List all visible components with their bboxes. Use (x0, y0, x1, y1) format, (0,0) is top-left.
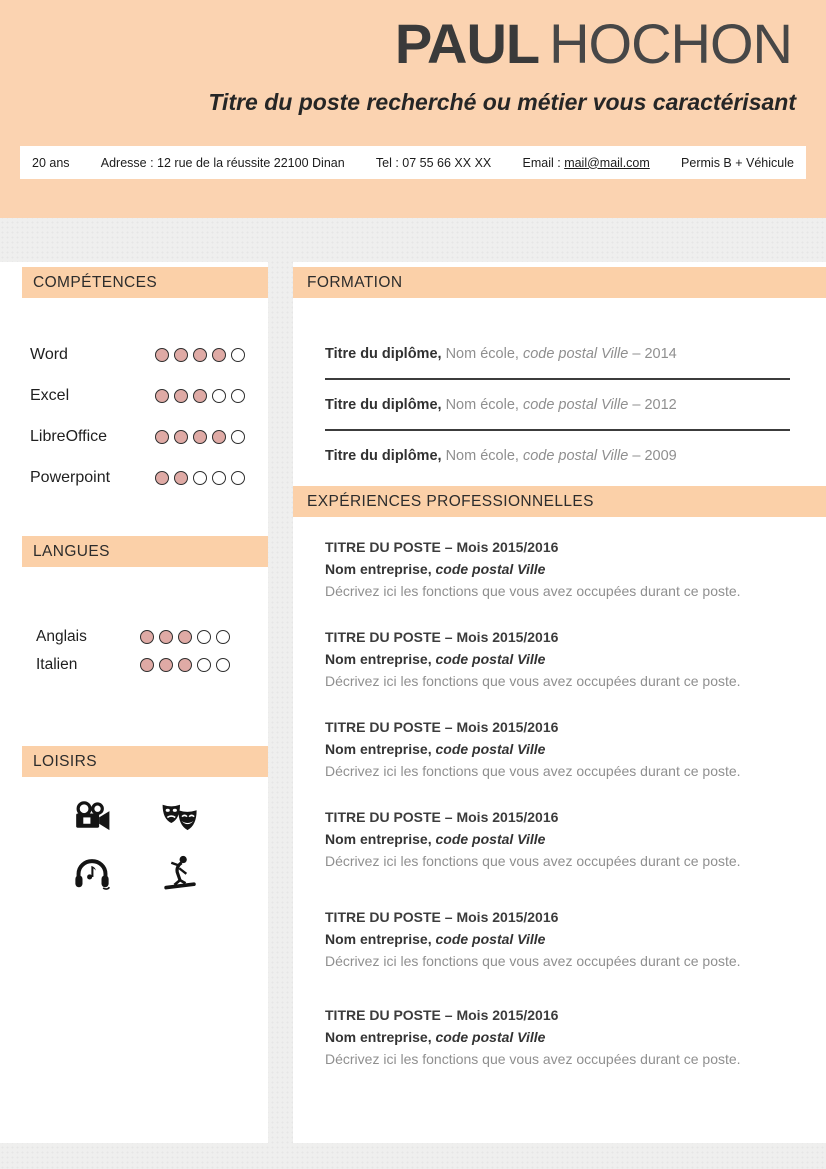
divider-line (325, 429, 790, 431)
rating-dot-filled (178, 630, 192, 644)
rating-dot-filled (178, 658, 192, 672)
job-title-subtitle: Titre du poste recherché ou métier vous caractérisant (208, 89, 796, 115)
skill-label: Excel (30, 386, 70, 404)
content (0, 262, 826, 1143)
skill-row (0, 334, 268, 375)
formation-entry (293, 395, 826, 431)
job-title: TITRE DU POSTE – Mois 2015/2016 (325, 539, 559, 555)
company-location: code postal Ville (435, 831, 546, 847)
rating-dot-empty (193, 471, 207, 485)
experience-entry (293, 536, 826, 602)
experience-entry (293, 906, 826, 972)
rating-dot-filled (193, 430, 207, 444)
theater-masks-icon (161, 800, 199, 838)
job-description: Décrivez ici les fonctions que vous avez occupées durant ce poste. (325, 853, 741, 869)
rating-dot-empty (197, 658, 211, 672)
language-rating (140, 630, 230, 644)
company-location: code postal Ville (435, 651, 546, 667)
contact-info-bar (20, 146, 806, 179)
languages-list (0, 623, 268, 679)
divider-line (325, 378, 790, 380)
experiences-list (293, 536, 826, 1070)
last-name: HOCHON (549, 12, 792, 75)
page-title (0, 0, 826, 75)
skill-row (0, 457, 268, 498)
company-name: Nom entreprise, (325, 741, 432, 757)
email-label: Email : (522, 155, 565, 170)
language-label: Italien (36, 656, 78, 673)
rating-dot-empty (231, 348, 245, 362)
section-header-langues: LANGUES (22, 536, 268, 567)
job-description: Décrivez ici les fonctions que vous avez occupées durant ce poste. (325, 1051, 741, 1067)
rating-dot-empty (216, 630, 230, 644)
school-name: Nom école, (445, 397, 519, 413)
section-header-formation: FORMATION (293, 267, 826, 298)
skill-row (0, 375, 268, 416)
job-title: TITRE DU POSTE – Mois 2015/2016 (325, 809, 559, 825)
school-name: Nom école, (445, 346, 519, 362)
skill-label: LibreOffice (30, 427, 108, 445)
formation-list (293, 344, 826, 467)
graduation-year: 2012 (644, 397, 677, 413)
hobbies-grid (48, 800, 268, 892)
skill-label: Word (30, 345, 68, 363)
experience-entry (293, 626, 826, 692)
experience-entry (293, 716, 826, 782)
phone-text: Tel : 07 55 66 XX XX (375, 155, 492, 170)
hobby-theatre (136, 800, 224, 838)
rating-dot-empty (212, 389, 226, 403)
hobby-musique (48, 854, 136, 892)
job-description: Décrivez ici les fonctions que vous avez occupées durant ce poste. (325, 673, 741, 689)
company-location: code postal Ville (435, 741, 546, 757)
language-rating (140, 658, 230, 672)
age-text: 20 ans (32, 155, 70, 170)
skill-row (0, 416, 268, 457)
rating-dot-filled (193, 348, 207, 362)
skill-rating (155, 389, 245, 403)
skill-rating (155, 430, 245, 444)
job-title: TITRE DU POSTE – Mois 2015/2016 (325, 1007, 559, 1023)
job-title: TITRE DU POSTE – Mois 2015/2016 (325, 909, 559, 925)
job-title: TITRE DU POSTE – Mois 2015/2016 (325, 719, 559, 735)
snowboard-icon (161, 854, 199, 892)
rating-dot-filled (155, 471, 169, 485)
formation-entry (293, 344, 826, 380)
separator-dash: – (632, 397, 641, 413)
diploma-title: Titre du diplôme, (325, 397, 442, 413)
job-description: Décrivez ici les fonctions que vous avez occupées durant ce poste. (325, 583, 741, 599)
skills-list (0, 334, 268, 498)
rating-dot-empty (197, 630, 211, 644)
first-name: PAUL (394, 12, 540, 75)
rating-dot-filled (155, 348, 169, 362)
rating-dot-filled (140, 630, 154, 644)
email-text (523, 156, 650, 170)
language-row (0, 623, 268, 651)
rating-dot-filled (193, 389, 207, 403)
email-link[interactable]: mail@mail.com (564, 155, 650, 170)
rating-dot-empty (212, 471, 226, 485)
school-location: code postal Ville (522, 397, 629, 413)
school-name: Nom école, (445, 448, 519, 464)
headphones-icon (73, 854, 111, 892)
hobby-glisse (136, 854, 224, 892)
section-header-competences: COMPÉTENCES (22, 267, 268, 298)
hobby-cinema (48, 800, 136, 838)
video-camera-icon (73, 800, 111, 838)
rating-dot-filled (212, 348, 226, 362)
rating-dot-filled (174, 389, 188, 403)
rating-dot-filled (174, 430, 188, 444)
company-name: Nom entreprise, (325, 561, 432, 577)
rating-dot-filled (140, 658, 154, 672)
school-location: code postal Ville (522, 346, 629, 362)
diploma-title: Titre du diplôme, (325, 448, 442, 464)
experience-entry (293, 1004, 826, 1070)
section-header-experiences: EXPÉRIENCES PROFESSIONNELLES (293, 486, 826, 517)
rating-dot-filled (174, 471, 188, 485)
company-name: Nom entreprise, (325, 931, 432, 947)
language-label: Anglais (36, 628, 87, 645)
rating-dot-filled (155, 430, 169, 444)
graduation-year: 2014 (644, 346, 677, 362)
company-name: Nom entreprise, (325, 831, 432, 847)
diploma-title: Titre du diplôme, (325, 346, 442, 362)
skill-rating (155, 471, 245, 485)
school-location: code postal Ville (522, 448, 629, 464)
graduation-year: 2009 (644, 448, 677, 464)
sidebar (0, 262, 268, 1143)
job-description: Décrivez ici les fonctions que vous avez occupées durant ce poste. (325, 953, 741, 969)
rating-dot-empty (231, 389, 245, 403)
skill-label: Powerpoint (30, 468, 111, 486)
company-location: code postal Ville (435, 561, 546, 577)
separator-dash: – (632, 346, 641, 362)
job-title: TITRE DU POSTE – Mois 2015/2016 (325, 629, 559, 645)
rating-dot-filled (212, 430, 226, 444)
company-name: Nom entreprise, (325, 651, 432, 667)
experience-entry (293, 806, 826, 872)
main-column (293, 262, 826, 1143)
address-text: Adresse : 12 rue de la réussite 22100 Dinan (100, 155, 345, 170)
rating-dot-empty (216, 658, 230, 672)
skill-rating (155, 348, 245, 362)
company-location: code postal Ville (435, 931, 546, 947)
rating-dot-empty (231, 430, 245, 444)
company-location: code postal Ville (435, 1029, 546, 1045)
job-description: Décrivez ici les fonctions que vous avez occupées durant ce poste. (325, 763, 741, 779)
language-row (0, 651, 268, 679)
separator-dash: – (632, 448, 641, 464)
rating-dot-filled (155, 389, 169, 403)
company-name: Nom entreprise, (325, 1029, 432, 1045)
section-header-loisirs: LOISIRS (22, 746, 268, 777)
rating-dot-empty (231, 471, 245, 485)
formation-entry (293, 446, 826, 467)
rating-dot-filled (159, 630, 173, 644)
header (0, 0, 826, 218)
rating-dot-filled (174, 348, 188, 362)
rating-dot-filled (159, 658, 173, 672)
license-text: Permis B + Véhicule (681, 155, 794, 170)
